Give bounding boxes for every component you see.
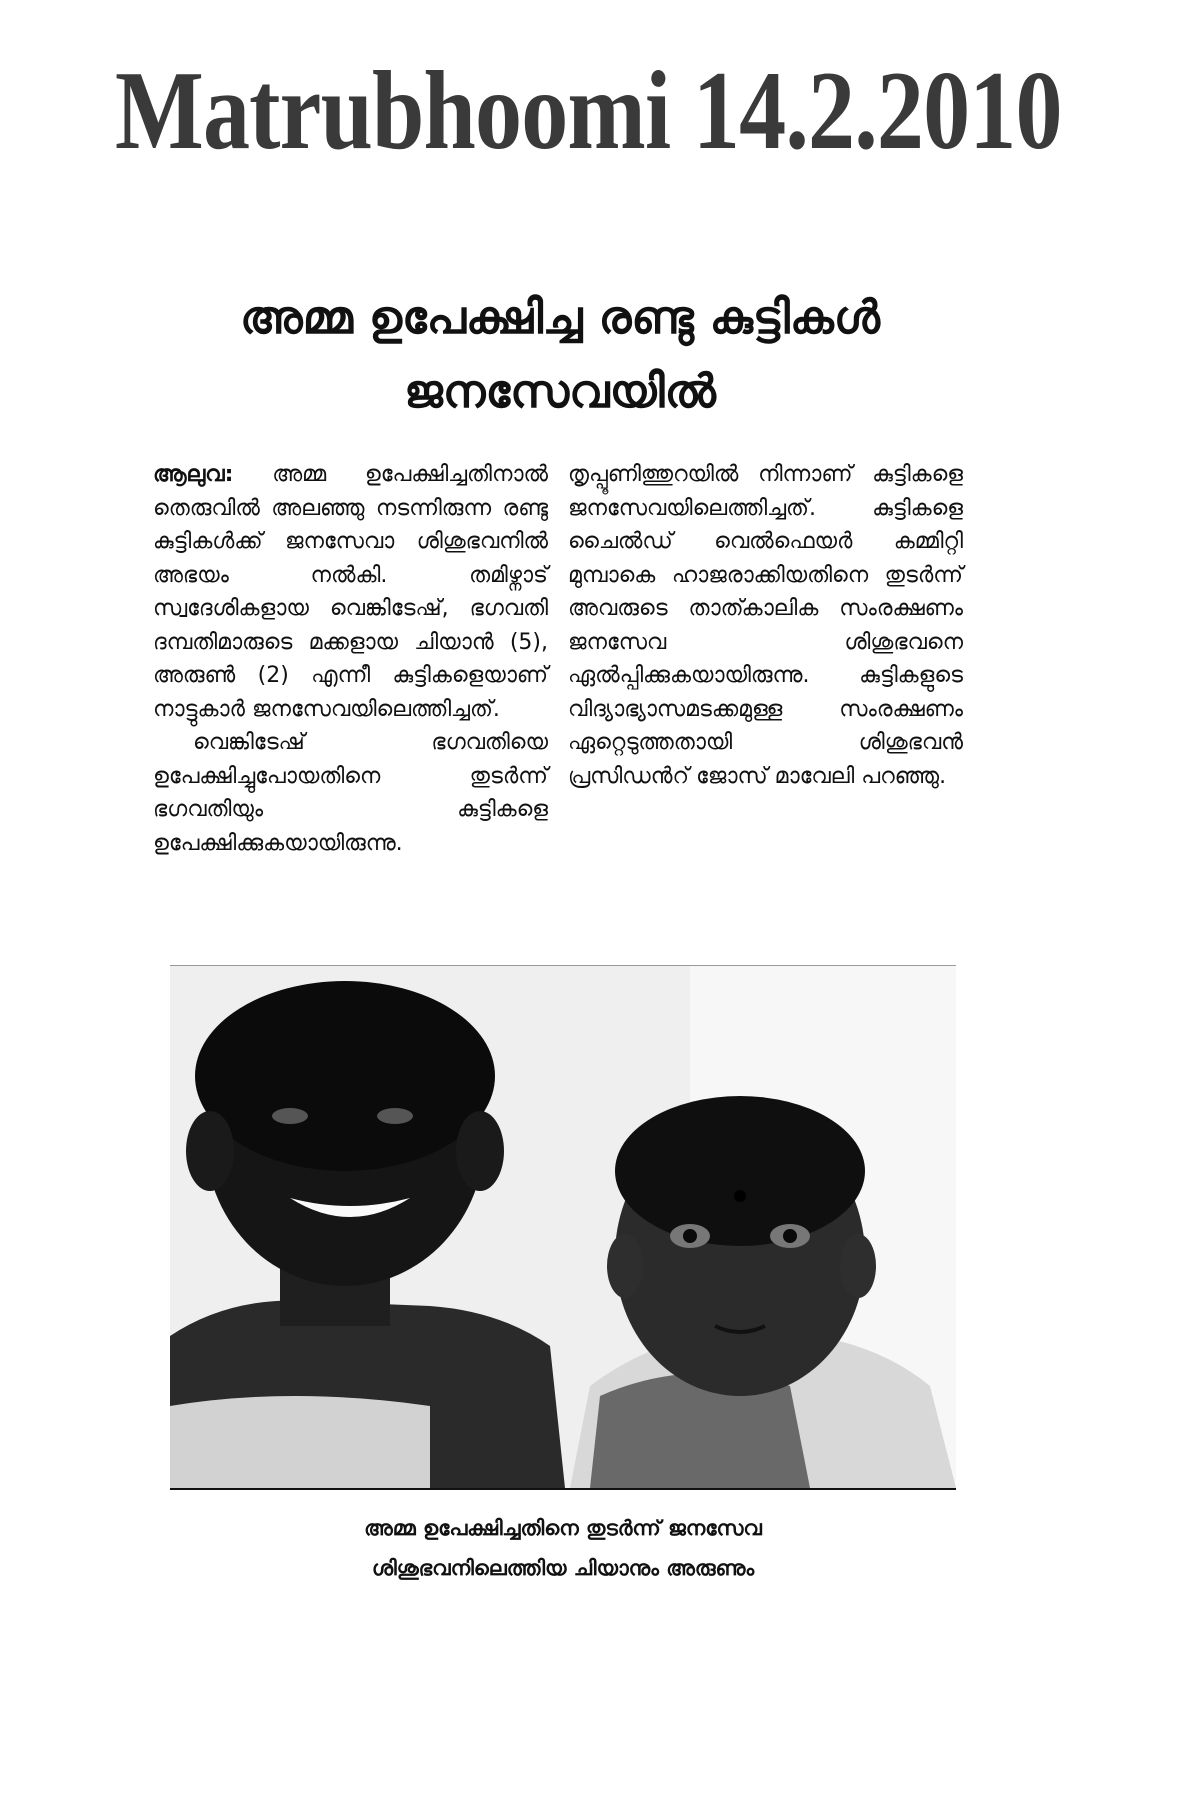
dateline: ആലുവ:: [153, 462, 234, 487]
children-photo-illustration: [170, 966, 956, 1488]
headline: [150, 280, 970, 428]
paragraph-1-text: അമ്മ ഉപേക്ഷിച്ചതിനാൽ തെരുവിൽ അലഞ്ഞു നടന്നിരുന്ന രണ്ടു കുട്ടികൾക്ക് ജനസേവാ ശിശുഭവനിൽ അഭയം നൽകി. തമിഴ്നാട് സ്വദേശികളായ വെങ്കിടേഷ്, ഭഗവതി ദമ്പതിമാരുടെ മക്കളായ ചിയാൻ (5), അരുൺ (2) എന്നീ കുട്ടികളെയാണ് നാട്ടുകാർ ജനസേവയിലെത്തിച്ചത്.: [153, 462, 548, 722]
article-column-left: [153, 458, 548, 860]
paragraph-2: വെങ്കിടേഷ് ഭഗവതിയെ ഉപേക്ഷിച്ചുപോയതിനെ തുടർന്ന് ഭഗവതിയും കുട്ടികളെ ഉപേക്ഷിക്കുകയായിരുന്നു.: [153, 730, 548, 856]
headline-line-1: അമ്മ ഉപേക്ഷിച്ച രണ്ടു കുട്ടികൾ: [240, 290, 880, 344]
news-photo: [170, 965, 956, 1490]
headline-line-2: ജനസേവയിൽ: [404, 364, 716, 418]
paragraph-2-continued: തൃപ്പൂണിത്തുറയിൽ നിന്നാണ് കുട്ടികളെ ജനസേവയിലെത്തിച്ചത്. കുട്ടികളെ ചൈൽഡ് വെൽഫെയർ കമ്മിറ്റി മുമ്പാകെ ഹാജരാക്കിയതിനെ തുടർന്ന് അവരുടെ താത്കാലിക സംരക്ഷണം ജനസേവ ശിശുഭവനെ ഏൽപ്പിക്കുകയായിരുന്നു. കുട്ടികളുടെ വിദ്യാഭ്യാസമടക്കമുള്ള സംരക്ഷണം ഏറ്റെടുത്തതായി ശിശുഭവൻ പ്രസിഡൻറ് ജോസ് മാവേലി പറഞ്ഞു.: [568, 462, 963, 789]
caption-line-2: ശിശുഭവനിലെത്തിയ ചിയാനും അരുണും: [371, 1556, 755, 1580]
caption-line-1: അമ്മ ഉപേക്ഷിച്ചതിനെ തുടർന്ന് ജനസേവ: [364, 1516, 762, 1540]
masthead-title: Matrubhoomi 14.2.2010: [115, 49, 1062, 173]
article-column-right: [568, 458, 963, 793]
paragraph-1: [153, 458, 548, 726]
photo-caption: [170, 1508, 956, 1588]
